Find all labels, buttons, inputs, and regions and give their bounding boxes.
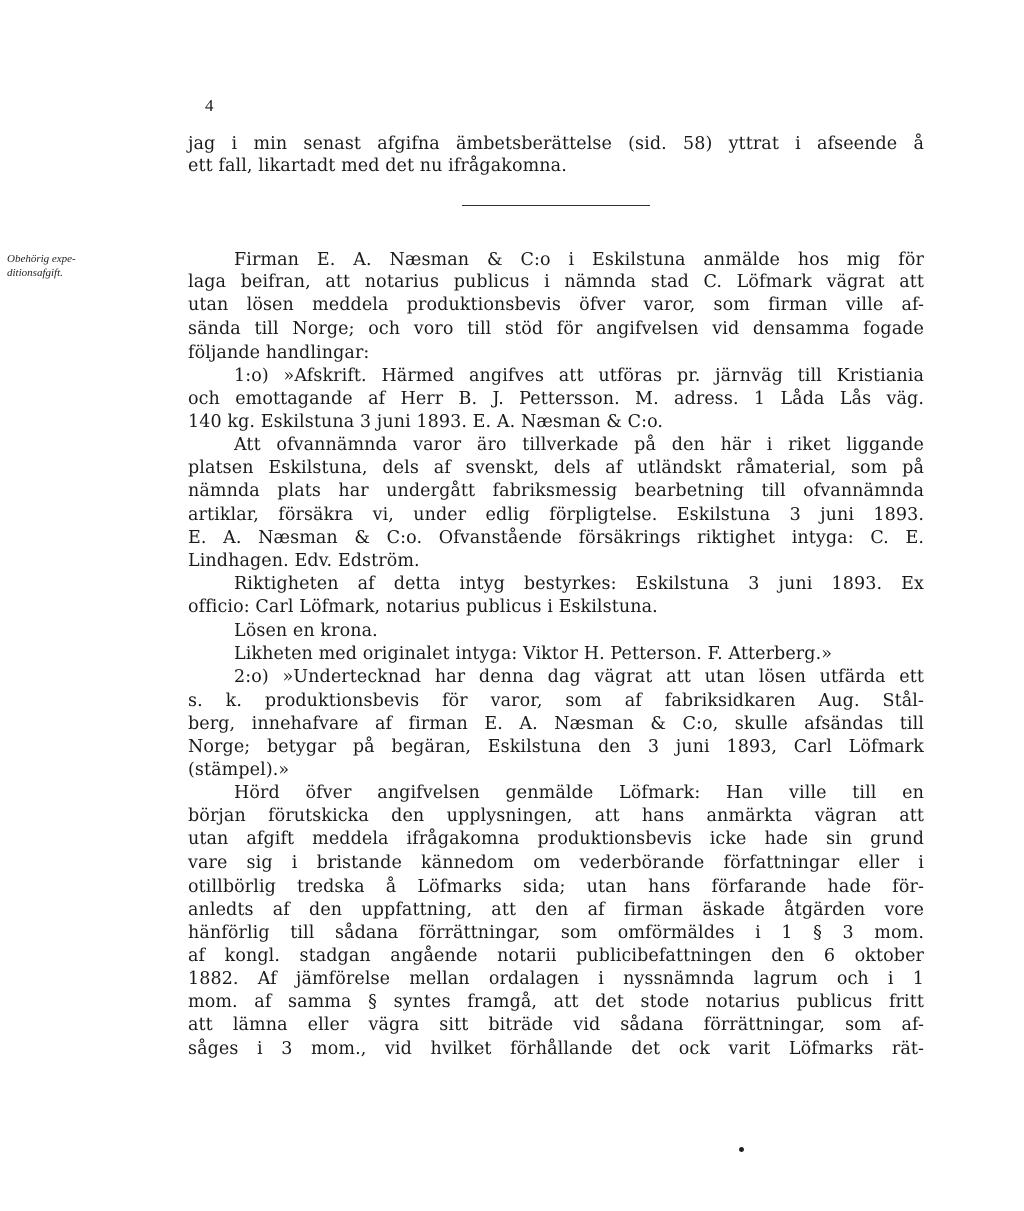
text-line-33: af kongl. stadgan angående notarii publicibefattningen den 6 oktober [188,946,924,966]
ink-speck [739,1147,744,1152]
text-line-35: mom. af samma § syntes framgå, att det stode notarius publicus fritt [188,992,924,1012]
text-line-13: nämnda plats har undergått fabriksmessig bearbetning till ofvannämnda [188,481,924,501]
text-line-4: laga beifran, att notarius publicus i nämnda stad C. Löfmark vägrat att [188,272,924,292]
text-line-12: platsen Eskilstuna, dels af svenskt, dels af utländskt råmaterial, som på [188,458,924,478]
text-line-15: E. A. Næsman & C:o. Ofvanstående försäkrings riktighet intyga: C. E. [188,528,924,548]
text-line-31: anledts af den uppfattning, att den af firman äskade åtgärden vore [188,900,924,920]
text-line-22: s. k. produktionsbevis för varor, som af fabriksidkaren Aug. Stål- [188,691,924,711]
text-line-37: såges i 3 mom., vid hvilket förhållande det ock varit Löfmarks rät- [188,1039,924,1059]
margin-note-line-2: ditionsafgift. [7,267,63,279]
text-line-3: Firman E. A. Næsman & C:o i Eskilstuna anmälde hos mig för [234,250,924,270]
text-line-32: hänförlig till sådana förrättningar, som omförmäldes i 1 § 3 mom. [188,923,924,943]
text-line-24: Norge; betygar på begäran, Eskilstuna den 3 juni 1893, Carl Löfmark [188,737,924,757]
margin-note-line-1: Obehörig expe- [7,253,76,265]
section-divider [462,205,650,206]
page-number: 4 [205,96,214,115]
text-line-9: och emottagande af Herr B. J. Pettersson. M. adress. 1 Låda Lås väg. [188,389,924,409]
text-line-6: sända till Norge; och voro till stöd för angifvelsen vid densamma fogade [188,319,924,339]
text-line-18: officio: Carl Löfmark, notarius publicus i Eskilstuna. [188,597,658,617]
text-line-34: 1882. Af jämförelse mellan ordalagen i nyssnämnda lagrum och i 1 [188,969,924,989]
text-line-16: Lindhagen. Edv. Edström. [188,551,420,571]
text-line-8: 1:o) »Afskrift. Härmed angifves att utföras pr. järnväg till Kristiania [234,366,924,386]
text-line-26: Hörd öfver angifvelsen genmälde Löfmark: Han ville till en [234,783,924,803]
text-line-19: Lösen en krona. [234,621,378,641]
text-line-21: 2:o) »Undertecknad har denna dag vägrat att utan lösen utfärda ett [234,667,924,687]
text-line-10: 140 kg. Eskilstuna 3 juni 1893. E. A. Næsman & C:o. [188,412,664,432]
text-line-14: artiklar, försäkra vi, under edlig förpligtelse. Eskilstuna 3 juni 1893. [188,505,924,525]
text-line-20: Likheten med originalet intyga: Viktor H. Petterson. F. Atterberg.» [234,644,833,664]
text-line-17: Riktigheten af detta intyg bestyrkes: Eskilstuna 3 juni 1893. Ex [234,574,924,594]
text-line-5: utan lösen meddela produktionsbevis öfver varor, som firman ville af- [188,295,924,315]
text-line-7: följande handlingar: [188,343,370,363]
text-line-1: jag i min senast afgifna ämbetsberättelse (sid. 58) yttrat i afseende å [188,134,924,154]
text-line-36: att lämna eller vägra sitt biträde vid sådana förrättningar, som af- [188,1015,924,1035]
text-line-28: utan afgift meddela ifrågakomna produktionsbevis icke hade sin grund [188,829,924,849]
text-line-30: otillbörlig tredska å Löfmarks sida; utan hans förfarande hade för- [188,877,924,897]
text-line-2: ett fall, likartadt med det nu ifrågakomna. [188,156,567,176]
text-line-25: (stämpel).» [188,760,290,780]
text-line-23: berg, innehafvare af firman E. A. Næsman & C:o, skulle afsändas till [188,714,924,734]
text-line-27: början förutskicka den upplysningen, att hans anmärkta vägran att [188,806,924,826]
text-line-29: vare sig i bristande kännedom om vederbörande författningar eller i [188,853,924,873]
text-line-11: Att ofvannämnda varor äro tillverkade på den här i riket liggande [234,435,924,455]
